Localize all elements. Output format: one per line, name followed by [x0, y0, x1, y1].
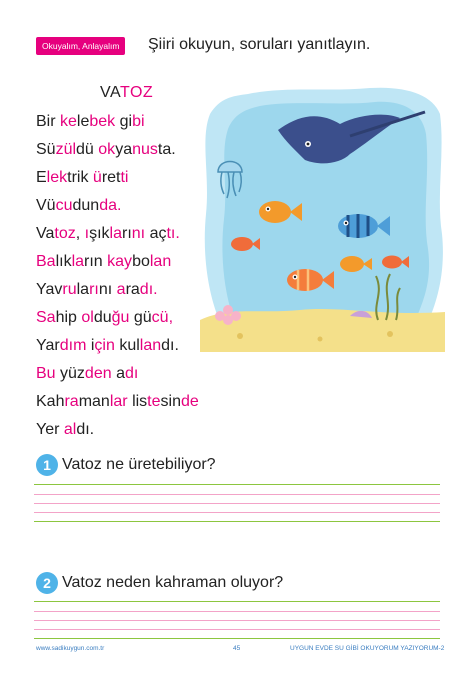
- syllable: Kah: [36, 393, 65, 410]
- syllable: Va: [36, 225, 55, 242]
- syllable: gi: [115, 113, 133, 130]
- syllable: le: [76, 113, 90, 130]
- syllable: nus: [132, 141, 158, 158]
- syllable: gü: [133, 309, 152, 326]
- syllable: ra: [125, 281, 140, 298]
- syllable: ı: [84, 225, 90, 242]
- syllable: te: [147, 393, 161, 410]
- syllable: bo: [132, 253, 150, 270]
- syllable: rı: [121, 225, 132, 242]
- syllable: Yav: [36, 281, 63, 298]
- syllable: lan: [139, 337, 162, 354]
- syllable: la: [76, 281, 90, 298]
- syllable: rın: [84, 253, 108, 270]
- syllable: çin: [94, 337, 120, 354]
- instruction-text: Şiiri okuyun, soruları yanıtlayın.: [148, 36, 371, 53]
- syllable: kay: [107, 253, 133, 270]
- syllable: Vü: [36, 197, 56, 214]
- footer-page-number: 45: [233, 645, 241, 652]
- syllable: ru: [62, 281, 77, 298]
- footer-series: UYGUN EVDE SU GİBİ OKUYORUM YAZIYORUM-2: [290, 645, 445, 652]
- poem-body: [36, 108, 199, 444]
- syllable: ol: [81, 309, 94, 326]
- syllable: cü,: [151, 309, 174, 326]
- syllable: bi: [132, 113, 145, 130]
- syllable: dı: [124, 365, 139, 382]
- syllable: du: [93, 309, 112, 326]
- question-text: Vatoz neden kahraman oluyor?: [62, 574, 284, 591]
- syllable: trik: [67, 169, 93, 186]
- syllable: kul: [119, 337, 140, 354]
- syllable: ret: [101, 169, 121, 186]
- syllable: lis: [132, 393, 148, 410]
- syllable: al: [63, 421, 77, 438]
- syllable: la: [71, 253, 85, 270]
- syllable: ke: [60, 113, 77, 130]
- poem-line: [36, 136, 199, 164]
- syllable: ok: [98, 141, 116, 158]
- syllable: dı.: [161, 337, 179, 354]
- syllable: zül: [55, 141, 77, 158]
- syllable: rı: [89, 281, 99, 298]
- poem-line: [36, 304, 199, 332]
- answer-lines-1[interactable]: [34, 484, 440, 522]
- syllable: ,: [75, 225, 85, 242]
- syllable: dun: [72, 197, 100, 214]
- syllable: E: [36, 169, 47, 186]
- poem-line: [36, 332, 199, 360]
- poem-line: [36, 360, 199, 388]
- syllable: ü: [92, 169, 102, 186]
- syllable: man: [78, 393, 110, 410]
- poem-line: [36, 108, 199, 136]
- syllable: la: [109, 225, 122, 242]
- syllable: yüz: [60, 365, 85, 382]
- syllable: Bu: [36, 365, 61, 382]
- sea-illustration: [200, 84, 445, 352]
- answer-lines-2[interactable]: [34, 601, 440, 639]
- syllable: cu: [55, 197, 73, 214]
- syllable: hip: [55, 309, 82, 326]
- syllable: nı: [98, 281, 117, 298]
- poem-line: [36, 388, 199, 416]
- syllable: den: [84, 365, 117, 382]
- syllable: lık: [55, 253, 72, 270]
- poem-line: [36, 164, 199, 192]
- syllable: dü: [76, 141, 99, 158]
- syllable: dım: [59, 337, 91, 354]
- syllable: ra: [64, 393, 79, 410]
- question-number: 2: [36, 572, 58, 594]
- syllable: Sü: [36, 141, 56, 158]
- syllable: i: [90, 337, 95, 354]
- question-number: 1: [36, 454, 58, 476]
- syllable: a: [116, 365, 125, 382]
- syllable: Sa: [36, 309, 56, 326]
- syllable: lan: [149, 253, 172, 270]
- syllable: a: [116, 281, 126, 298]
- syllable: lar: [109, 393, 133, 410]
- syllable: ti: [120, 169, 129, 186]
- syllable: lek: [46, 169, 68, 186]
- poem-title: [100, 84, 153, 102]
- poem-line: [36, 220, 199, 248]
- syllable: nı: [131, 225, 150, 242]
- syllable: Bir: [36, 113, 60, 130]
- syllable: tı.: [166, 225, 180, 242]
- syllable: dı.: [76, 421, 95, 438]
- syllable: sin: [160, 393, 181, 410]
- question-text: Vatoz ne üretebiliyor?: [62, 456, 216, 473]
- syllable: da.: [99, 197, 122, 214]
- syllable: ta.: [157, 141, 176, 158]
- syllable: toz: [54, 225, 76, 242]
- poem-line: [36, 416, 199, 444]
- syllable: Yar: [36, 337, 60, 354]
- syllable: ğu: [111, 309, 134, 326]
- syllable: dı.: [139, 281, 158, 298]
- poem-line: [36, 276, 199, 304]
- syllable: bek: [89, 113, 116, 130]
- syllable: VA: [100, 84, 120, 101]
- syllable: Ba: [36, 253, 56, 270]
- syllable: TOZ: [119, 84, 154, 101]
- syllable: aç: [149, 225, 167, 242]
- syllable: de: [180, 393, 199, 410]
- footer-website: www.sadikuygun.com.tr: [36, 645, 105, 652]
- section-badge: Okuyalım, Anlayalım: [36, 37, 125, 55]
- syllable: Yer: [36, 421, 64, 438]
- poem-line: [36, 192, 199, 220]
- syllable: ya: [115, 141, 133, 158]
- syllable: şık: [89, 225, 110, 242]
- poem-line: [36, 248, 199, 276]
